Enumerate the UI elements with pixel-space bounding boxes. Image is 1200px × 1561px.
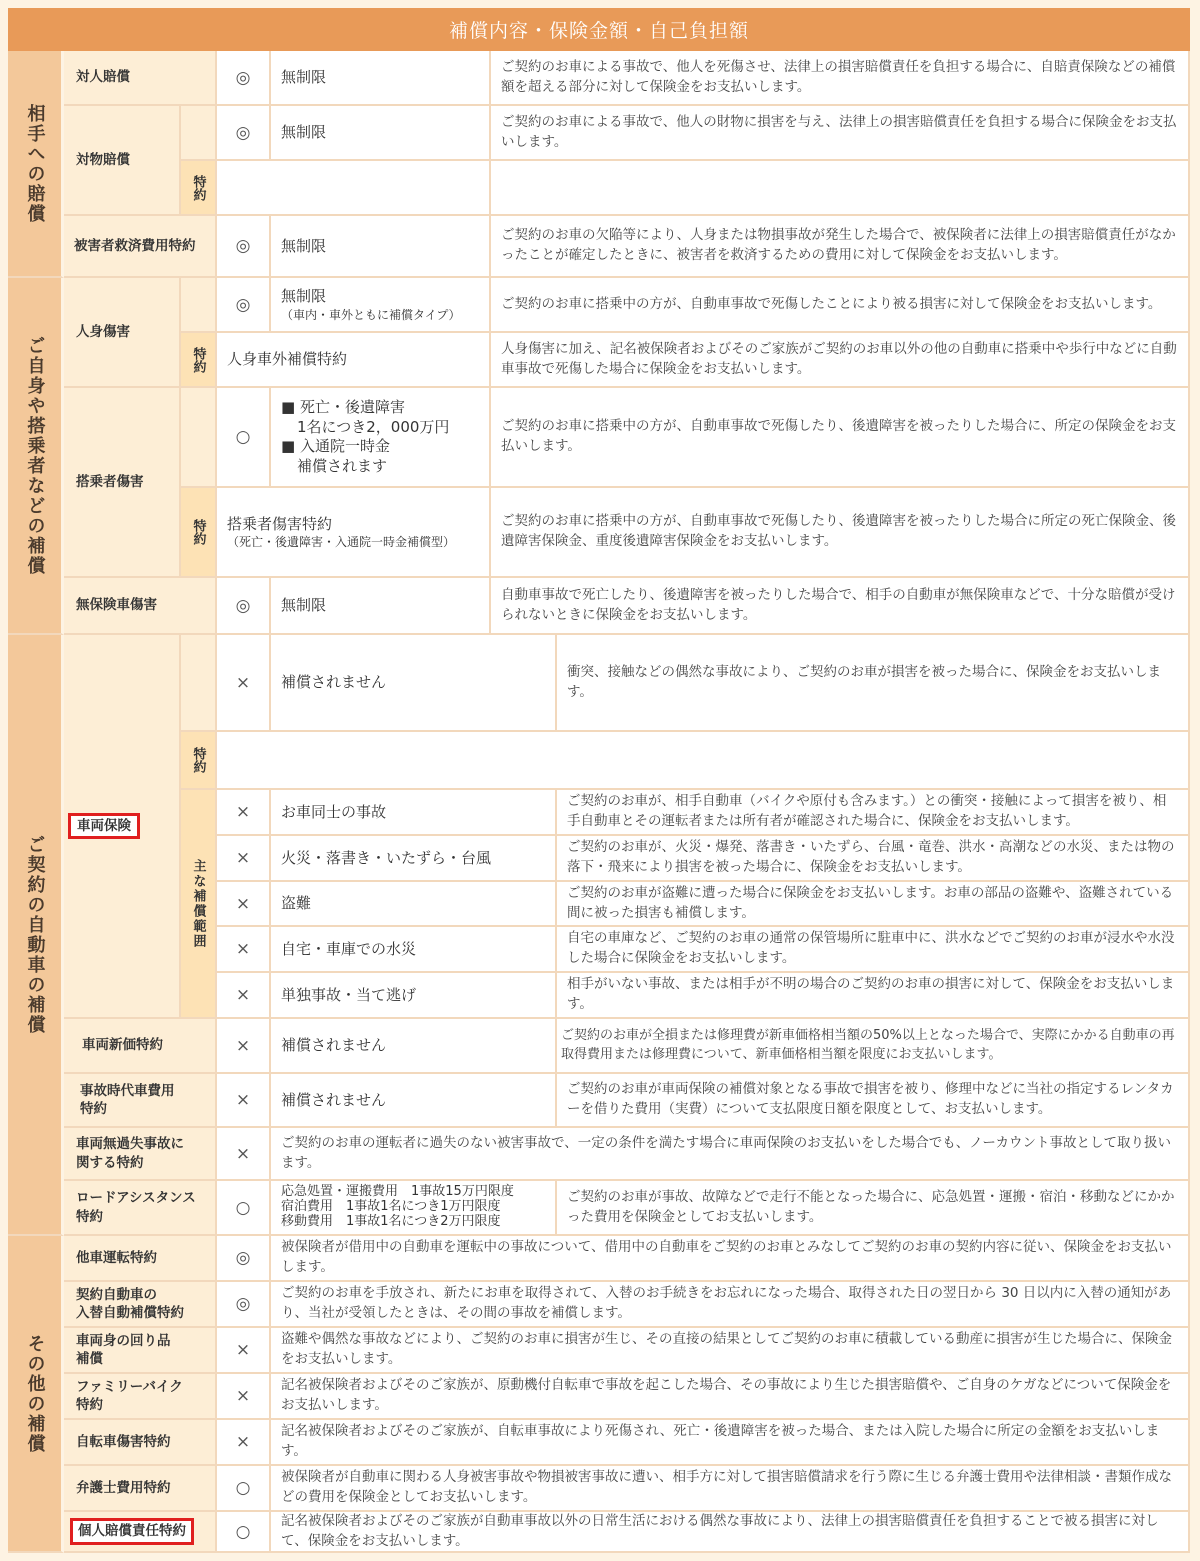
name-line: 車両無過失事故に <box>76 1136 184 1153</box>
name-line: 車両身の回り品 <box>76 1332 171 1349</box>
name-line: ロードアシスタンス <box>76 1190 196 1207</box>
amount-sharyo-item: お車同士の事故 <box>271 790 557 836</box>
amount-jinshin-main: 無制限 <box>281 287 327 306</box>
name-line: 特約 <box>76 1208 103 1225</box>
row-name-daisha <box>64 1074 217 1128</box>
symbol-jitensha: × <box>217 1420 271 1466</box>
group-jishin: ご自身や搭乗者などの補償 <box>8 278 64 635</box>
name-fill <box>181 278 217 333</box>
name-line: 事故時代車費用 <box>80 1082 175 1099</box>
tokuyaku-label: 特約 <box>181 333 217 388</box>
amount-road <box>271 1181 557 1236</box>
symbol-road: ○ <box>217 1181 271 1236</box>
desc-mawari: 盗難や偶然な事故などにより、ご契約のお車に損害が生じ、その直接の結果としてご契約のお車に積載している動産に損害が生じた場合に、保険金をお支払いします。 <box>271 1328 1190 1374</box>
amount-higaisha: 無制限 <box>271 216 491 278</box>
symbol-mukashitsu: × <box>217 1128 271 1181</box>
symbol-sharyo-item: × <box>217 790 271 836</box>
row-name-kojin <box>64 1512 217 1553</box>
desc-bengoshi: 被保険者が自動車に関わる人身被害事故や物損被害事故に遭い、相手方に対して損害賠償請求を行う際に生じる弁護士費用や法律相談・書類作成などの費用を保険金としてお支払いします。 <box>271 1466 1190 1512</box>
symbol-jinshin: ◎ <box>217 278 271 333</box>
desc-taibutsu: ご契約のお車による事故で、他人の財物に損害を与え、法律上の損害賠償責任を負担する場合に保険金をお支払いします。 <box>491 106 1190 161</box>
desc-sharyo-item: ご契約のお車が、相手自動車（バイクや原付も含みます。）との衝突・接触によって損害を被り、相手自動車とその運転者または所有者が確認された場合に、保険金をお支払いします。 <box>557 790 1190 836</box>
desc-daisha: ご契約のお車が車両保険の補償対象となる事故で損害を被り、修理中などに当社の指定するレンタカーを借りた費用（実費）について支払限度日額を限度として、お支払いします。 <box>557 1074 1190 1128</box>
row-name-jinshin: 人身傷害 <box>64 278 181 388</box>
name-line: 入替自動補償特約 <box>76 1305 184 1321</box>
symbol-sharyo: × <box>217 635 271 732</box>
symbol-daisha: × <box>217 1074 271 1128</box>
row-name-sharyo <box>64 635 181 1019</box>
desc-tasha: 被保険者が借用中の自動車を運転中の事故について、借用中の自動車をご契約のお車とみなしてご契約のお車の契約内容に従い、保険金をお支払いします。 <box>271 1236 1190 1282</box>
group-jidousha: ご契約の自動車の補償 <box>8 635 64 1236</box>
amount-muhoken: 無制限 <box>271 578 491 635</box>
sharyo-toku-blank <box>217 732 1190 790</box>
row-name-higaisha: 被害者救済費用特約 <box>64 216 217 278</box>
desc-family: 記名被保険者およびそのご家族が、原動機付自転車で事故を起こした場合、その事故により生じた損害賠償や、ご自身のケガなどについて保険金をお支払いします。 <box>271 1374 1190 1420</box>
desc-sharyo-item: 相手がいない事故、または相手が不明の場合のご契約のお車の損害に対して、保険金をお支払いします。 <box>557 973 1190 1019</box>
name-line: 特約 <box>76 1397 103 1413</box>
desc-jitensha: 記名被保険者およびそのご家族が、自転車事故により死傷され、死亡・後遺障害を被った場合、または入院した場合に所定の金額をお支払いします。 <box>271 1420 1190 1466</box>
tokuyaku-label: 特約 <box>181 732 217 790</box>
amount-jinshin <box>271 278 491 333</box>
amount-sharyo: 補償されません <box>271 635 557 732</box>
sharyo-highlight: 車両保険 <box>68 813 140 839</box>
symbol-higaisha: ◎ <box>217 216 271 278</box>
desc-tojosha: ご契約のお車に搭乗中の方が、自動車事故で死傷したり、後遺障害を被ったりした場合に、所定の保険金をお支払いします。 <box>491 388 1190 488</box>
group-sonota: その他の補償 <box>8 1236 64 1553</box>
desc-sharyo-item: 自宅の車庫など、ご契約のお車の通常の保管場所に駐車中に、洪水などでご契約のお車が浸水や水没した場合に保険金をお支払いします。 <box>557 927 1190 973</box>
coverage-table <box>8 8 1190 1553</box>
symbol-mawari: × <box>217 1328 271 1374</box>
row-name-irekae <box>64 1282 217 1328</box>
name-line: 特約 <box>80 1101 107 1117</box>
symbol-kojin: ○ <box>217 1512 271 1553</box>
amount-sharyo-item: 盗難 <box>271 882 557 927</box>
row-name-taijin: 対人賠償 <box>64 51 217 106</box>
symbol-tojosha: ○ <box>217 388 271 488</box>
symbol-bengoshi: ○ <box>217 1466 271 1512</box>
row-name-tojosha: 搭乗者傷害 <box>64 388 181 578</box>
desc-sharyo: 衝突、接触などの偶然な事故により、ご契約のお車が損害を被った場合に、保険金をお支払いします。 <box>557 635 1190 732</box>
desc-jinshin: ご契約のお車に搭乗中の方が、自動車事故で死傷したことにより被る損害に対して保険金をお支払いします。 <box>491 278 1190 333</box>
desc-mukashitsu: ご契約のお車の運転者に過失のない被害事故で、一定の条件を満たす場合に車両保険のお支払いをした場合でも、ノーカウント事故として取り扱います。 <box>271 1128 1190 1181</box>
row-name-mukashitsu <box>64 1128 217 1181</box>
amount-tojosha <box>271 388 491 488</box>
symbol-sharyo-item: × <box>217 973 271 1019</box>
amount-jinshin-sub: （車内・車外ともに補償タイプ） <box>281 307 461 322</box>
amount-line: 移動費用 1事故1名につき2万円限度 <box>281 1213 501 1229</box>
desc-taibutsu-toku <box>491 161 1190 216</box>
name-fill <box>181 106 217 161</box>
group-aite: 相手への賠償 <box>8 51 64 278</box>
symbol-tasha: ◎ <box>217 1236 271 1282</box>
desc-taijin: ご契約のお車による事故で、他人を死傷させ、法律上の損害賠償責任を負担する場合に、自賠責保険などの補償額を超える部分に対して保険金をお支払いします。 <box>491 51 1190 106</box>
amount-line: 宿泊費用 1事故1名につき1万円限度 <box>281 1199 501 1215</box>
row-name-muhoken: 無保険車傷害 <box>64 578 217 635</box>
tokuyaku-label: 特約 <box>181 488 217 578</box>
table-title: 補償内容・保険金額・自己負担額 <box>8 8 1190 51</box>
desc-jinshin-toku: 人身傷害に加え、記名被保険者およびそのご家族がご契約のお車以外の他の自動車に搭乗中や歩行中などに自動車事故で死傷した場合に保険金をお支払いします。 <box>491 333 1190 388</box>
main-coverage-label: 主な補償範囲 <box>181 790 217 1019</box>
amount-daisha: 補償されません <box>271 1074 557 1128</box>
desc-road: ご契約のお車が事故、故障などで走行不能となった場合に、応急処置・運搬・宿泊・移動などにかかった費用を保険金としてお支払いします。 <box>557 1181 1190 1236</box>
desc-sharyo-item: ご契約のお車が盗難に遭った場合に保険金をお支払いします。お車の部品の盗難や、盗難されている間に被った損害も補償します。 <box>557 882 1190 927</box>
amount-taibutsu-toku <box>217 161 491 216</box>
amount-jinshin-toku: 人身車外補償特約 <box>217 333 491 388</box>
name-line: 補償 <box>76 1351 103 1367</box>
symbol-taijin: ◎ <box>217 51 271 106</box>
row-name-taibutsu: 対物賠償 <box>64 106 181 216</box>
row-name-shinka: 車両新価特約 <box>64 1019 217 1074</box>
amount-shinka: 補償されません <box>271 1019 557 1074</box>
amount-sharyo-item: 単独事故・当て逃げ <box>271 973 557 1019</box>
row-name-mawari <box>64 1328 217 1374</box>
symbol-sharyo-item: × <box>217 927 271 973</box>
amount-line: 応急処置・運搬費用 1事故15万円限度 <box>281 1184 514 1200</box>
desc-tojosha-toku: ご契約のお車に搭乗中の方が、自動車事故で死傷したり、後遺障害を被ったりした場合に所定の死亡保険金、後遺障害保険金、重度後遺障害保険金をお支払いします。 <box>491 488 1190 578</box>
symbol-family: × <box>217 1374 271 1420</box>
desc-muhoken: 自動車事故で死亡したり、後遺障害を被ったりした場合で、相手の自動車が無保険車などで、十分な賠償が受けられないときに保険金をお支払いします。 <box>491 578 1190 635</box>
amount-tojosha-toku <box>217 488 491 578</box>
symbol-taibutsu: ◎ <box>217 106 271 161</box>
name-line: 関する特約 <box>76 1154 144 1171</box>
name-fill <box>181 388 217 488</box>
amount-tojosha-toku-sub: （死亡・後遺障害・入通院一時金補償型） <box>227 535 456 550</box>
desc-shinka: ご契約のお車が全損または修理費が新車価格相当額の50%以上となった場合で、実際にかかる自動車の再取得費用または修理費について、新車価格相当額を限度にお支払いします。 <box>557 1019 1190 1074</box>
symbol-sharyo-item: × <box>217 882 271 927</box>
name-fill <box>181 635 217 732</box>
desc-higaisha: ご契約のお車の欠陥等により、人身または物損事故が発生した場合で、被保険者に法律上の損害賠償責任がなかったことが確定したときに、被害者を救済するための費用に対して保険金をお支払いします。 <box>491 216 1190 278</box>
kojin-highlight: 個人賠償責任特約 <box>70 1518 194 1544</box>
row-name-tasha: 他車運転特約 <box>64 1236 217 1282</box>
amount-line: ■ 死亡・後遺障害 <box>281 398 405 416</box>
amount-line: 1名につき2，000万円 <box>297 417 450 436</box>
amount-sharyo-item: 火災・落書き・いたずら・台風 <box>271 836 557 882</box>
name-line: ファミリーバイク <box>76 1378 183 1395</box>
symbol-sharyo-item: × <box>217 836 271 882</box>
tokuyaku-label: 特約 <box>181 161 217 216</box>
symbol-muhoken: ◎ <box>217 578 271 635</box>
symbol-shinka: × <box>217 1019 271 1074</box>
row-name-family <box>64 1374 217 1420</box>
amount-taibutsu: 無制限 <box>271 106 491 161</box>
amount-line: ■ 入通院一時金 <box>281 437 390 455</box>
row-name-road <box>64 1181 217 1236</box>
amount-sharyo-item: 自宅・車庫での水災 <box>271 927 557 973</box>
symbol-irekae: ◎ <box>217 1282 271 1328</box>
amount-tojosha-toku-main: 搭乗者傷害特約 <box>227 514 333 533</box>
row-name-jitensha: 自転車傷害特約 <box>64 1420 217 1466</box>
desc-kojin: 記名被保険者およびそのご家族が自動車事故以外の日常生活における偶然な事故により、法律上の損害賠償責任を負担することで被る損害に対して、保険金をお支払いします。 <box>271 1512 1190 1553</box>
desc-irekae: ご契約のお車を手放され、新たにお車を取得されて、入替のお手続きをお忘れになった場合、取得された日の翌日から 30 日以内に入替の通知があり、当社が受領したときは、その間の事故を補償します。 <box>271 1282 1190 1328</box>
amount-taijin: 無制限 <box>271 51 491 106</box>
amount-line: 補償されます <box>297 456 388 475</box>
name-line: 契約自動車の <box>76 1286 157 1303</box>
desc-sharyo-item: ご契約のお車が、火災・爆発、落書き・いたずら、台風・竜巻、洪水・高潮などの水災、または物の落下・飛来により損害を被った場合に、保険金をお支払いします。 <box>557 836 1190 882</box>
row-name-bengoshi: 弁護士費用特約 <box>64 1466 217 1512</box>
